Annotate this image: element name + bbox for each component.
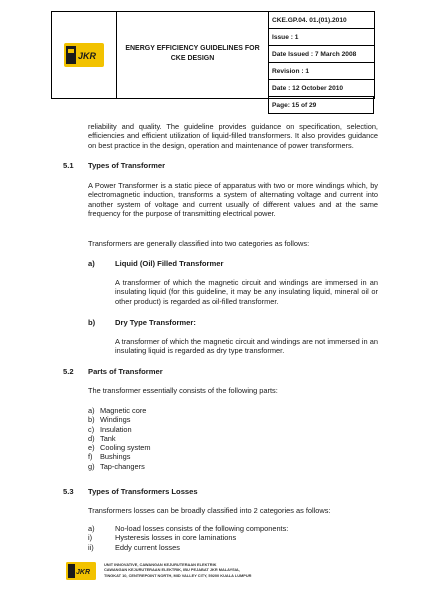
list-item: a) Magnetic core (88, 406, 147, 415)
subsection-paragraph: A transformer of which the magnetic circuit and windings are not immersed in an insulating liquid is regarded as dry type transformer. (115, 337, 378, 356)
section-paragraph: Transformers are generally classified into two categories as follows: (88, 239, 310, 248)
losses-list (88, 524, 288, 552)
document-title: ENERGY EFFICIENCY GUIDELINES FOR CKE DESIGN (125, 45, 260, 62)
revision: Revision : 1 (269, 63, 374, 80)
intro-paragraph: reliability and quality. The guideline provides guidance on specification, selection, efficiencies and efficient utilization of liquid-filled transformers. It also provides guidance on best practice in the design, operation and maintenance of power transformers. (88, 122, 378, 150)
list-item: d) Tank (88, 433, 116, 443)
section-number: 5.1 (63, 161, 74, 170)
title-cell (117, 12, 269, 98)
list-item: g) Tap-changers (88, 461, 145, 471)
footer-address (104, 562, 366, 578)
list-item: a) No-load losses consists of the following components: (88, 524, 289, 533)
page-number: Page: 15 of 29 (268, 97, 374, 114)
subsection-label: b) (88, 318, 96, 327)
footer-jkr-logo (66, 562, 96, 580)
date: Date : 12 October 2010 (269, 80, 374, 97)
list-item: ii) Eddy current losses (88, 542, 180, 552)
section-title: Types of Transformer (88, 161, 166, 170)
section-title: Parts of Transformer (88, 367, 163, 376)
list-item: e) Cooling system (88, 443, 151, 453)
list-item: b) Windings (88, 415, 131, 425)
doc-code: CKE.GP.04. 01.(01).2010 (269, 12, 374, 29)
list-item: i) Hysteresis losses in core laminations (88, 533, 237, 543)
jkr-logo (64, 43, 104, 67)
footer-line: CAWANGAN KEJURUTERAAN ELEKTRIK, IBU PEJABAT JKR MALAYSIA, (104, 567, 240, 573)
parts-list (88, 406, 151, 471)
section-title: Types of Transformers Losses (88, 487, 198, 496)
section-paragraph: The transformer essentially consists of the following parts: (88, 386, 278, 395)
footer-line: TINGKAT 10, CENTREPOINT NORTH, MID VALLEY CITY, 59200 KUALA LUMPUR (104, 572, 252, 578)
svg-text:JKR: JKR (78, 51, 97, 61)
subsection-title: Liquid (Oil) Filled Transformer (115, 259, 224, 268)
meta-cell (269, 12, 374, 98)
issue: Issue : 1 (269, 29, 374, 46)
document-footer (62, 560, 362, 586)
document-header (51, 11, 375, 99)
logo-cell (52, 12, 117, 98)
svg-text:JKR: JKR (76, 569, 91, 576)
section-paragraph: Transformers losses can be broadly classified into 2 categories as follows: (88, 506, 331, 515)
section-paragraph: A Power Transformer is a static piece of apparatus with two or more windings which, by electromagnetic induction, transforms a system of alternating voltage and current into another system of voltage and current usually of different values and at the same frequency for the purpose of transmitting electrical power. (88, 181, 378, 219)
date-issued: Date Issued : 7 March 2008 (269, 46, 374, 63)
list-item: f) Bushings (88, 452, 131, 462)
section-number: 5.3 (63, 487, 74, 496)
subsection-paragraph: A transformer of which the magnetic circuit and windings are immersed in an insulating liquid (for this guideline, it may be any insulating liquid, mineral oil or other product) is regarded as oil-filled transformer. (115, 278, 378, 306)
subsection-label: a) (88, 259, 95, 268)
subsection-title: Dry Type Transformer: (115, 318, 196, 327)
section-number: 5.2 (63, 367, 74, 376)
footer-line: UNIT INNOVATIVE, CAWANGAN KEJURUTERAAN ELEKTRIK (104, 562, 217, 567)
list-item: c) Insulation (88, 424, 132, 434)
